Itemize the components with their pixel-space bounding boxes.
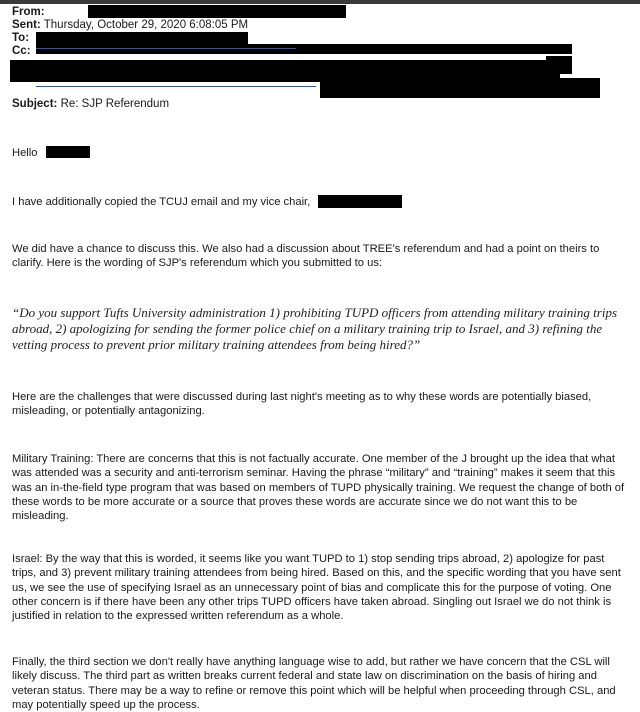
sent-value: Thursday, October 29, 2020 6:08:05 PM (43, 19, 249, 31)
paragraph-3: Here are the challenges that were discussed during last night's meeting as to why these words are potentially biased, misleading, or potentially antagonizing. (12, 391, 592, 418)
paragraph-5: Israel: By the way that this is worded, it seems like you want TUPD to 1) stop sending trips abroad, 2) apologize for past trips, and 3) prevent military training attendees from being hired. Based on this, and the specific wording that you have sent us, we see the use of specifying Israel as an unnecessary point of bias and complicate this for the purpose of voting. One other concern is if there have been any other trips TUPD officers have taken abroad. Singling out Israel we do not think is justified in relation to the expressed written referendum as a whole. (12, 553, 621, 623)
redacted-cc-1 (36, 44, 572, 54)
sent-row (12, 18, 248, 32)
paragraph-2: We did have a chance to discuss this. We also had a discussion about TREE's referendum and had a point on theirs to clarify. Here is the wording of SJP's referendum which you submitted to us: (12, 243, 600, 270)
link-underline-2 (36, 86, 316, 87)
paragraph-4: Military Training: There are concerns that this is not factually accurate. One member of the J brought up the idea that what was attended was a security and anti-terrorism seminar. Having the phrase “military” and “training” makes it seem that this was an in-the-field type program that was based on members of TUPD physically training. We request the change of both of these words to be more accurate or a source that proves these words are accurate since we do not want this to be misleading. (12, 453, 625, 523)
greeting (12, 146, 628, 160)
redacted-vice-chair (318, 195, 402, 208)
from-label: From: (12, 6, 45, 18)
link-underline (36, 48, 296, 49)
referendum-quote: “Do you support Tufts University administration 1) prohibiting TUPD officers from attending military training trips abroad, 2) apologizing for sending the former police chief on a military training trip to Israel, and 3) refining the vetting process to prevent prior military training attendees from being hired?” (12, 305, 618, 352)
redacted-name (46, 146, 90, 158)
paragraph-1-text: I have additionally copied the TCUJ email and my vice chair, (12, 196, 311, 208)
greeting-text: Hello (12, 147, 38, 159)
paragraph-6: Finally, the third section we don't really have anything language wise to add, but rather we have concern that the CSL will likely discuss. The third part as written breaks current federal and state law on discrimination on the basis of hiring and veteran status. There may be a way to refine or remove this point which will be helpful when proceeding through CSL, and may potentially speed up the process. (12, 656, 616, 711)
cc-label: Cc: (12, 45, 31, 57)
top-border (0, 0, 640, 4)
cc-row (12, 44, 31, 58)
redacted-cc-4 (320, 78, 600, 98)
subject-row (12, 97, 169, 111)
from-row (12, 5, 45, 19)
redacted-to (36, 32, 248, 44)
to-label: To: (12, 32, 30, 44)
redacted-from (88, 5, 346, 18)
to-row (12, 31, 29, 45)
subject-label: Subject: (12, 98, 58, 110)
subject-value: Re: SJP Referendum (60, 98, 170, 110)
sent-label: Sent: (12, 19, 41, 31)
